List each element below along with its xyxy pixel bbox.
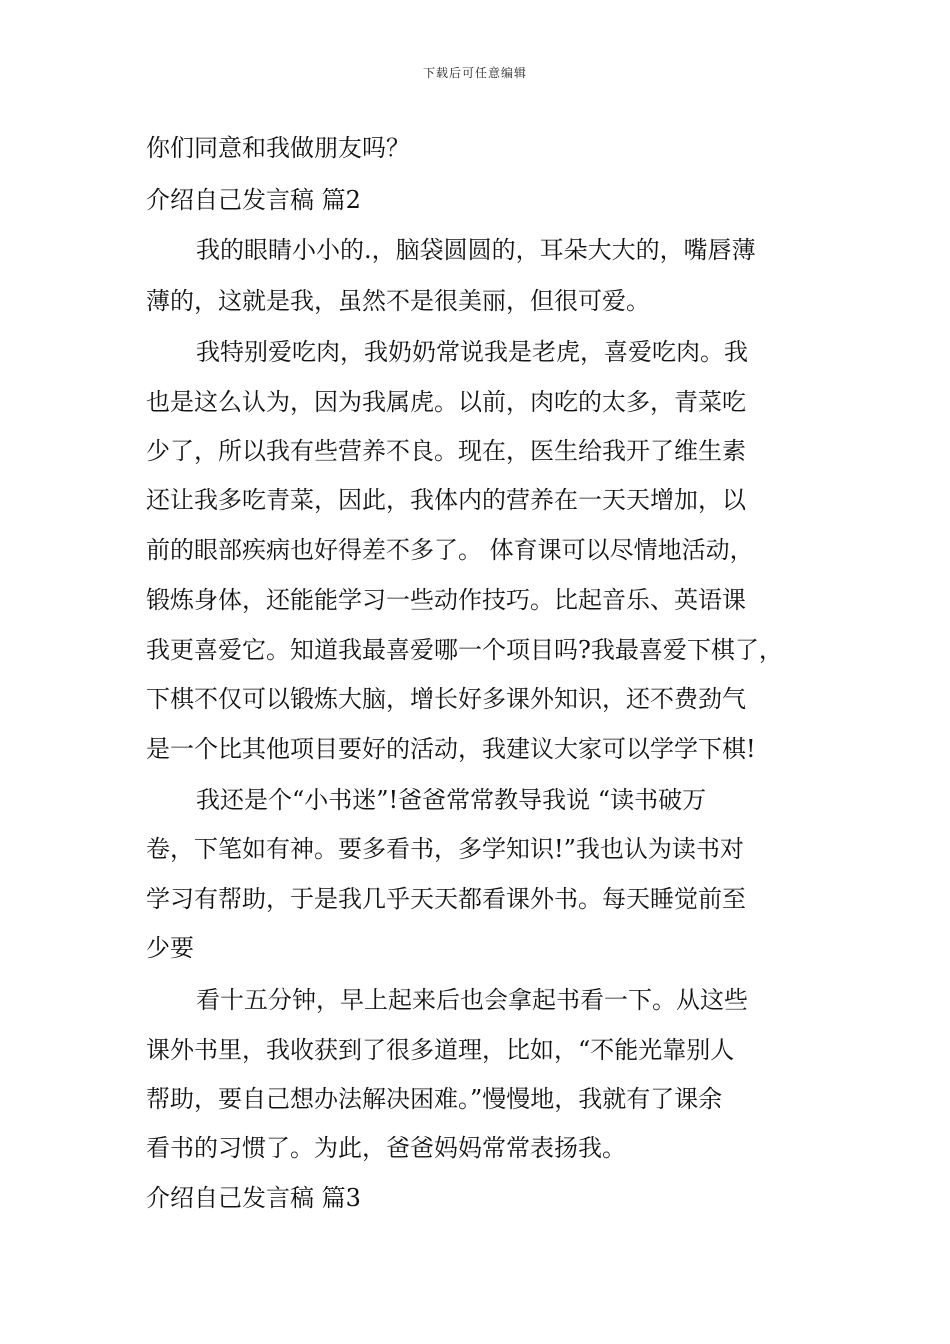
paragraph-line: 下棋不仅可以锻炼大脑，增长好多课外知识，还不费劲气: [146, 685, 746, 713]
paragraph-line: 看书的习惯了。为此，爸爸妈妈常常表扬我。: [146, 1134, 626, 1162]
paragraph-line: 少要: [146, 934, 194, 962]
paragraph-line: 薄的，这就是我，虽然不是很美丽，但很可爱。: [146, 287, 650, 315]
paragraph-line: 学习有帮助，于是我几乎天天都看课外书。每天睡觉前至: [146, 885, 746, 913]
paragraph-line: 我还是个“小书迷”!爸爸常常教导我说 “读书破万: [196, 786, 707, 814]
paragraph-line: 锻炼身体，还能能学习一些动作技巧。比起音乐、英语课: [146, 586, 746, 614]
paragraph-line: 课外书里，我收获到了很多道理，比如，“不能光靠别人: [146, 1036, 735, 1064]
text-line: 你们同意和我做朋友吗？: [146, 134, 410, 162]
section-heading: 介绍自己发言稿 篇2: [146, 186, 361, 214]
header-note: 下载后可任意编辑: [422, 66, 527, 80]
paragraph-line: 是一个比其他项目要好的活动，我建议大家可以学学下棋!: [146, 735, 756, 763]
paragraph-line: 前的眼部疾病也好得差不多了。 体育课可以尽情地活动，: [146, 536, 754, 564]
section-heading: 介绍自己发言稿 篇3: [146, 1184, 361, 1212]
paragraph-line: 我的眼睛小小的.，脑袋圆圆的，耳朵大大的，嘴唇薄: [196, 236, 756, 264]
paragraph-line: 卷，下笔如有神。要多看书，多学知识!”我也认为读书对: [146, 835, 744, 863]
paragraph-line: 还让我多吃青菜，因此，我体内的营养在一天天增加，以: [146, 486, 746, 514]
paragraph-line: 也是这么认为，因为我属虎。以前，肉吃的太多，青菜吃: [146, 388, 746, 416]
paragraph-line: 少了，所以我有些营养不良。现在，医生给我开了维生素: [146, 437, 746, 465]
paragraph-line: 帮助，要自己想办法解决困难。”慢慢地，我就有了课余: [146, 1085, 723, 1113]
paragraph-line: 我特别爱吃肉，我奶奶常说我是老虎，喜爱吃肉。我: [196, 338, 748, 366]
paragraph-line: 看十五分钟，早上起来后也会拿起书看一下。从这些: [196, 986, 748, 1014]
paragraph-line: 我更喜爱它。知道我最喜爱哪一个项目吗?我最喜爱下棋了，: [146, 636, 783, 664]
